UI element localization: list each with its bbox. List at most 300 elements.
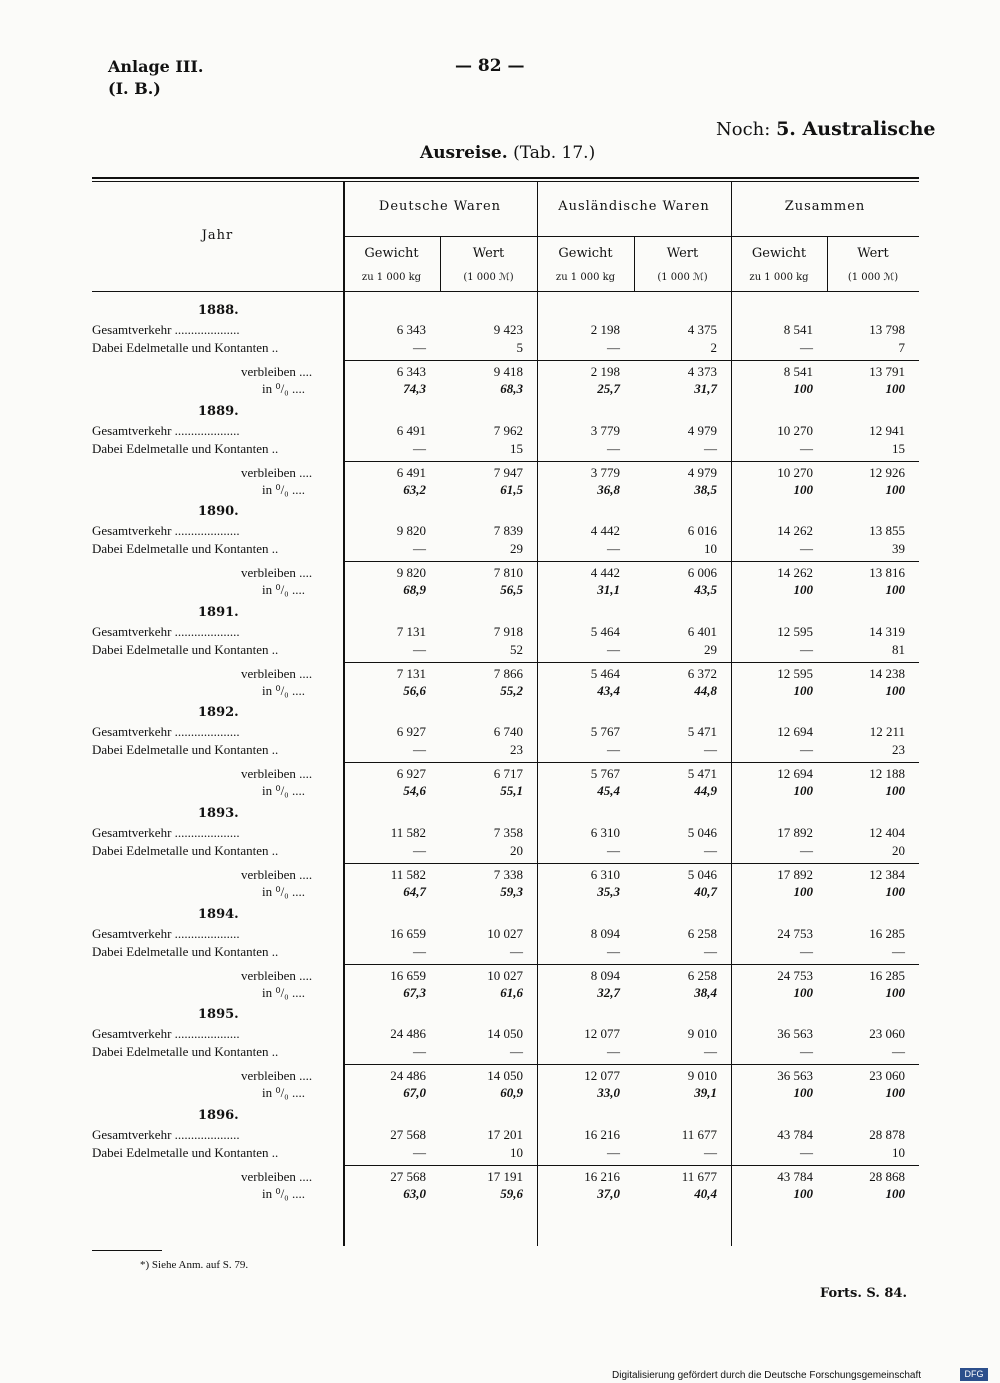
subtitle-bold: Ausreise. <box>420 143 508 163</box>
table-cell: 20 <box>510 843 523 858</box>
group-header-total: Zusammen <box>784 199 866 214</box>
value-subheader: Wert <box>472 246 505 261</box>
row-remaining-label: verbleiben .... <box>241 565 313 580</box>
table-cell: 100 <box>793 1186 813 1201</box>
row-remaining-label: verbleiben .... <box>241 666 313 681</box>
table-top-rule-thin <box>92 181 919 182</box>
table-cell: 16 659 <box>390 926 426 941</box>
table-cell: 14 319 <box>869 624 905 639</box>
table-cell: — <box>413 742 426 757</box>
table-cell: 7 338 <box>493 867 523 882</box>
table-cell: 8 094 <box>590 926 620 941</box>
table-cell: 12 595 <box>777 666 813 681</box>
table-cell: 17 892 <box>777 867 813 882</box>
weight-unit: zu 1 000 kg <box>361 272 422 283</box>
table-cell: 6 310 <box>590 825 620 840</box>
row-remaining-label: verbleiben .... <box>241 867 313 882</box>
table-cell: 23 <box>510 742 523 757</box>
subcolumn-rule <box>440 236 441 291</box>
table-cell: 55,1 <box>500 783 523 798</box>
table-cell: 68,3 <box>500 381 523 396</box>
table-cell: 31,7 <box>694 381 717 396</box>
year-label: 1888. <box>198 303 239 318</box>
table-cell: 100 <box>793 783 813 798</box>
value-unit: (1 000 ℳ) <box>847 272 899 283</box>
table-cell: 12 077 <box>584 1068 620 1083</box>
table-cell: 31,1 <box>597 582 620 597</box>
table-cell: 24 753 <box>777 968 813 983</box>
table-cell: 6 491 <box>396 423 426 438</box>
table-cell: 12 926 <box>869 465 905 480</box>
table-cell: 16 285 <box>869 926 905 941</box>
table-cell: 100 <box>793 381 813 396</box>
table-cell: 13 855 <box>869 523 905 538</box>
table-cell: — <box>704 843 717 858</box>
table-cell: 27 568 <box>390 1127 426 1142</box>
table-cell: 10 027 <box>487 968 523 983</box>
table-cell: 4 373 <box>687 364 717 379</box>
row-total-label: Gesamtverkehr .................... <box>92 926 240 941</box>
table-cell: 5 767 <box>590 766 620 781</box>
table-cell: 6 343 <box>396 322 426 337</box>
table-cell: 100 <box>793 683 813 698</box>
table-cell: 16 285 <box>869 968 905 983</box>
subtotal-rule <box>343 964 919 965</box>
row-precious-metals-label: Dabei Edelmetalle und Kontanten .. <box>92 340 279 355</box>
footnote: *) Siehe Anm. auf S. 79. <box>140 1259 249 1271</box>
continuation-note: Forts. S. 84. <box>820 1286 908 1301</box>
weight-subheader: Gewicht <box>364 246 419 261</box>
table-cell: — <box>510 944 523 959</box>
table-cell: 61,6 <box>500 985 523 1000</box>
group-header-foreign: Ausländische Waren <box>558 199 710 214</box>
row-precious-metals-label: Dabei Edelmetalle und Kontanten .. <box>92 642 279 657</box>
row-percent-label: in ⁰/₀ .... <box>262 381 305 396</box>
table-cell: — <box>800 642 813 657</box>
table-cell: 2 <box>710 340 717 355</box>
table-cell: 6 310 <box>590 867 620 882</box>
table-cell: — <box>607 944 620 959</box>
table-cell: 4 979 <box>687 465 717 480</box>
table-cell: 4 375 <box>687 322 717 337</box>
table-cell: 24 753 <box>777 926 813 941</box>
row-remaining-label: verbleiben .... <box>241 465 313 480</box>
table-cell: 100 <box>793 582 813 597</box>
table-cell: 40,4 <box>694 1186 717 1201</box>
table-cell: 43,4 <box>597 683 620 698</box>
table-cell: 100 <box>793 985 813 1000</box>
table-cell: 67,0 <box>403 1085 426 1100</box>
table-cell: 60,9 <box>500 1085 523 1100</box>
table-cell: — <box>607 642 620 657</box>
table-cell: 6 717 <box>493 766 523 781</box>
table-cell: 13 791 <box>869 364 905 379</box>
table-cell: 17 191 <box>487 1169 523 1184</box>
table-cell: 6 927 <box>396 724 426 739</box>
table-cell: 10 027 <box>487 926 523 941</box>
table-cell: 52 <box>510 642 523 657</box>
table-cell: 5 471 <box>687 766 717 781</box>
subtotal-rule <box>343 863 919 864</box>
table-cell: — <box>800 843 813 858</box>
table-cell: 12 188 <box>869 766 905 781</box>
row-remaining-label: verbleiben .... <box>241 364 313 379</box>
table-cell: 25,7 <box>597 381 620 396</box>
table-cell: 14 050 <box>487 1068 523 1083</box>
table-cell: — <box>800 541 813 556</box>
row-precious-metals-label: Dabei Edelmetalle und Kontanten .. <box>92 1145 279 1160</box>
table-cell: 59,6 <box>500 1186 523 1201</box>
subtotal-rule <box>343 360 919 361</box>
table-cell: — <box>413 944 426 959</box>
year-header: Jahr <box>201 228 234 243</box>
table-cell: 5 471 <box>687 724 717 739</box>
table-cell: 56,5 <box>500 582 523 597</box>
table-cell: 2 198 <box>590 364 620 379</box>
row-percent-label: in ⁰/₀ .... <box>262 582 305 597</box>
table-cell: 11 677 <box>681 1127 717 1142</box>
table-cell: — <box>607 441 620 456</box>
table-cell: 7 918 <box>493 624 523 639</box>
table-cell: — <box>704 1044 717 1059</box>
table-cell: — <box>704 742 717 757</box>
table-cell: 43 784 <box>777 1127 813 1142</box>
table-cell: — <box>510 1044 523 1059</box>
table-cell: 14 238 <box>869 666 905 681</box>
table-cell: 23 <box>892 742 905 757</box>
table-cell: — <box>413 642 426 657</box>
row-total-label: Gesamtverkehr .................... <box>92 1127 240 1142</box>
table-cell: 12 404 <box>869 825 905 840</box>
table-cell: — <box>800 441 813 456</box>
table-cell: 10 <box>510 1145 523 1160</box>
row-total-label: Gesamtverkehr .................... <box>92 423 240 438</box>
weight-unit: zu 1 000 kg <box>749 272 809 283</box>
table-cell: 6 006 <box>687 565 717 580</box>
table-cell: — <box>607 1145 620 1160</box>
section-name: 5. Australische <box>776 118 936 140</box>
row-precious-metals-label: Dabei Edelmetalle und Kontanten .. <box>92 944 279 959</box>
table-cell: — <box>607 541 620 556</box>
table-cell: 7 <box>898 340 905 355</box>
table-cell: 11 582 <box>390 867 426 882</box>
table-cell: — <box>413 1145 426 1160</box>
table-cell: 6 016 <box>687 523 717 538</box>
table-cell: 10 270 <box>777 423 813 438</box>
row-percent-label: in ⁰/₀ .... <box>262 884 305 899</box>
table-cell: 16 216 <box>584 1127 620 1142</box>
row-remaining-label: verbleiben .... <box>241 1169 313 1184</box>
row-percent-label: in ⁰/₀ .... <box>262 1186 305 1201</box>
table-cell: 5 046 <box>687 825 717 840</box>
table-cell: 4 979 <box>687 423 717 438</box>
table-cell: — <box>413 441 426 456</box>
table-cell: 9 423 <box>493 322 523 337</box>
table-cell: 38,4 <box>694 985 717 1000</box>
table-cell: 3 779 <box>590 423 620 438</box>
row-percent-label: in ⁰/₀ .... <box>262 985 305 1000</box>
table-cell: 12 077 <box>584 1026 620 1041</box>
table-cell: 15 <box>510 441 523 456</box>
table-cell: 100 <box>885 683 905 698</box>
year-label: 1896. <box>198 1108 239 1123</box>
table-cell: 36,8 <box>597 482 620 497</box>
year-label: 1894. <box>198 907 239 922</box>
row-total-label: Gesamtverkehr .................... <box>92 724 240 739</box>
annex-line1: Anlage III. <box>108 57 204 76</box>
table-cell: 8 094 <box>590 968 620 983</box>
table-cell: 23 060 <box>869 1026 905 1041</box>
funding-credit: Digitalisierung gefördert durch die Deutsche Forschungsgemeinschaft <box>612 1370 922 1381</box>
row-precious-metals-label: Dabei Edelmetalle und Kontanten .. <box>92 742 279 757</box>
table-cell: — <box>800 944 813 959</box>
row-percent-label: in ⁰/₀ .... <box>262 482 305 497</box>
table-cell: — <box>607 340 620 355</box>
table-cell: 3 779 <box>590 465 620 480</box>
table-cell: 100 <box>885 783 905 798</box>
table-cell: 12 595 <box>777 624 813 639</box>
table-cell: 100 <box>885 582 905 597</box>
table-cell: 100 <box>885 381 905 396</box>
table-cell: 6 258 <box>687 926 717 941</box>
group-header-german: Deutsche Waren <box>378 199 502 214</box>
table-cell: — <box>413 541 426 556</box>
table-cell: 9 820 <box>396 565 426 580</box>
year-label: 1890. <box>198 504 239 519</box>
table-cell: 64,7 <box>403 884 426 899</box>
table-cell: 24 486 <box>390 1068 426 1083</box>
section-prefix: Noch: <box>716 119 771 140</box>
table-cell: 38,5 <box>694 482 717 497</box>
table-cell: 9 418 <box>493 364 523 379</box>
table-cell: 36 563 <box>777 1026 813 1041</box>
table-cell: 8 541 <box>783 322 813 337</box>
value-unit: (1 000 ℳ) <box>463 272 514 283</box>
table-cell: 44,8 <box>694 683 717 698</box>
row-precious-metals-label: Dabei Edelmetalle und Kontanten .. <box>92 441 279 456</box>
table-cell: 14 050 <box>487 1026 523 1041</box>
table-cell: 61,5 <box>500 482 523 497</box>
table-cell: 4 442 <box>590 523 620 538</box>
table-cell: 9 010 <box>687 1068 717 1083</box>
table-cell: 74,3 <box>403 381 426 396</box>
subtotal-rule <box>343 662 919 663</box>
subtotal-rule <box>343 1165 919 1166</box>
table-cell: 12 694 <box>777 724 813 739</box>
year-label: 1893. <box>198 806 239 821</box>
subcolumn-rule <box>634 236 635 291</box>
table-cell: — <box>607 843 620 858</box>
table-cell: 63,2 <box>403 482 426 497</box>
subtotal-rule <box>343 1064 919 1065</box>
table-cell: 39 <box>892 541 905 556</box>
table-cell: 45,4 <box>597 783 620 798</box>
table-cell: 17 892 <box>777 825 813 840</box>
table-cell: — <box>413 1044 426 1059</box>
table-top-rule <box>92 177 919 179</box>
row-remaining-label: verbleiben .... <box>241 766 313 781</box>
row-percent-label: in ⁰/₀ .... <box>262 683 305 698</box>
table-cell: — <box>704 1145 717 1160</box>
table-cell: 16 216 <box>584 1169 620 1184</box>
table-cell: 5 464 <box>590 666 620 681</box>
year-label: 1889. <box>198 404 239 419</box>
table-cell: 59,3 <box>500 884 523 899</box>
table-cell: 27 568 <box>390 1169 426 1184</box>
table-cell: — <box>607 742 620 757</box>
table-cell: — <box>892 944 905 959</box>
value-subheader: Wert <box>666 246 699 261</box>
table-cell: 8 541 <box>783 364 813 379</box>
table-cell: 15 <box>892 441 905 456</box>
table-cell: 13 816 <box>869 565 905 580</box>
year-label: 1895. <box>198 1007 239 1022</box>
table-cell: 11 582 <box>390 825 426 840</box>
table-cell: — <box>704 944 717 959</box>
table-cell: 7 131 <box>396 624 426 639</box>
table-cell: 33,0 <box>597 1085 620 1100</box>
row-remaining-label: verbleiben .... <box>241 1068 313 1083</box>
annex-line2: (I. B.) <box>108 79 161 98</box>
table-cell: 24 486 <box>390 1026 426 1041</box>
table-cell: 7 962 <box>493 423 523 438</box>
table-cell: 14 262 <box>777 523 813 538</box>
table-cell: 6 740 <box>493 724 523 739</box>
table-cell: 6 927 <box>396 766 426 781</box>
subtotal-rule <box>343 762 919 763</box>
table-cell: 11 677 <box>681 1169 717 1184</box>
table-cell: 63,0 <box>403 1186 426 1201</box>
subcolumn-rule <box>827 236 828 291</box>
table-cell: 6 491 <box>396 465 426 480</box>
table-cell: — <box>800 1145 813 1160</box>
table-cell: — <box>800 1044 813 1059</box>
table-cell: 43,5 <box>694 582 717 597</box>
table-cell: 14 262 <box>777 565 813 580</box>
table-cell: 29 <box>704 642 717 657</box>
table-cell: 39,1 <box>694 1085 717 1100</box>
table-cell: 32,7 <box>597 985 620 1000</box>
row-total-label: Gesamtverkehr .................... <box>92 1026 240 1041</box>
table-cell: 9 820 <box>396 523 426 538</box>
weight-unit: zu 1 000 kg <box>555 272 616 283</box>
table-cell: 7 839 <box>493 523 523 538</box>
table-cell: 10 270 <box>777 465 813 480</box>
table-cell: 2 198 <box>590 322 620 337</box>
table-cell: 12 941 <box>869 423 905 438</box>
row-precious-metals-label: Dabei Edelmetalle und Kontanten .. <box>92 541 279 556</box>
weight-subheader: Gewicht <box>751 246 807 261</box>
table-cell: 7 866 <box>493 666 523 681</box>
table-cell: 6 372 <box>687 666 717 681</box>
table-cell: 100 <box>793 884 813 899</box>
table-cell: 81 <box>892 642 905 657</box>
table-cell: — <box>892 1044 905 1059</box>
table-cell: 40,7 <box>694 884 717 899</box>
table-cell: 44,9 <box>694 783 717 798</box>
table-cell: — <box>413 843 426 858</box>
table-cell: 100 <box>885 1085 905 1100</box>
table-cell: 7 358 <box>493 825 523 840</box>
table-cell: 6 258 <box>687 968 717 983</box>
table-cell: 100 <box>885 482 905 497</box>
year-label: 1892. <box>198 705 239 720</box>
table-cell: 12 384 <box>869 867 905 882</box>
table-cell: 100 <box>885 985 905 1000</box>
table-cell: 29 <box>510 541 523 556</box>
page-number: — 82 — <box>455 56 525 76</box>
table-cell: 36 563 <box>777 1068 813 1083</box>
table-cell: 28 868 <box>869 1169 905 1184</box>
dfg-logo: DFG <box>960 1368 988 1381</box>
table-cell: 100 <box>793 1085 813 1100</box>
table-cell: — <box>800 340 813 355</box>
table-cell: 4 442 <box>590 565 620 580</box>
row-remaining-label: verbleiben .... <box>241 968 313 983</box>
header-bottom-rule <box>92 291 919 292</box>
table-cell: — <box>704 441 717 456</box>
table-cell: 16 659 <box>390 968 426 983</box>
table-cell: 7 947 <box>493 465 523 480</box>
table-cell: 5 <box>516 340 523 355</box>
table-cell: 37,0 <box>597 1186 620 1201</box>
table-cell: 23 060 <box>869 1068 905 1083</box>
table-cell: 10 <box>892 1145 905 1160</box>
footnote-rule <box>92 1250 162 1251</box>
table-subtitle <box>420 143 595 163</box>
table-cell: 54,6 <box>403 783 426 798</box>
table-cell: 5 046 <box>687 867 717 882</box>
year-label: 1891. <box>198 605 239 620</box>
row-total-label: Gesamtverkehr .................... <box>92 322 240 337</box>
row-precious-metals-label: Dabei Edelmetalle und Kontanten .. <box>92 1044 279 1059</box>
table-cell: 43 784 <box>777 1169 813 1184</box>
row-total-label: Gesamtverkehr .................... <box>92 523 240 538</box>
table-cell: 67,3 <box>403 985 426 1000</box>
table-cell: 100 <box>793 482 813 497</box>
table-cell: 10 <box>704 541 717 556</box>
group-divider <box>343 236 919 237</box>
row-precious-metals-label: Dabei Edelmetalle und Kontanten .. <box>92 843 279 858</box>
table-cell: 100 <box>885 884 905 899</box>
table-cell: 5 767 <box>590 724 620 739</box>
row-percent-label: in ⁰/₀ .... <box>262 1085 305 1100</box>
row-percent-label: in ⁰/₀ .... <box>262 783 305 798</box>
value-subheader: Wert <box>857 246 889 261</box>
table-cell: — <box>607 1044 620 1059</box>
table-cell: 100 <box>885 1186 905 1201</box>
value-unit: (1 000 ℳ) <box>657 272 708 283</box>
table-cell: 9 010 <box>687 1026 717 1041</box>
table-cell: 5 464 <box>590 624 620 639</box>
table-cell: 12 694 <box>777 766 813 781</box>
table-cell: 68,9 <box>403 582 426 597</box>
table-cell: 55,2 <box>500 683 523 698</box>
subtotal-rule <box>343 561 919 562</box>
table-cell: 6 401 <box>687 624 717 639</box>
table-cell: 7 131 <box>396 666 426 681</box>
row-total-label: Gesamtverkehr .................... <box>92 825 240 840</box>
table-cell: 12 211 <box>869 724 905 739</box>
subtotal-rule <box>343 461 919 462</box>
annex-label <box>108 56 203 100</box>
table-cell: 6 343 <box>396 364 426 379</box>
table-cell: 17 201 <box>487 1127 523 1142</box>
table-cell: 35,3 <box>597 884 620 899</box>
table-cell: 56,6 <box>403 683 426 698</box>
table-cell: 28 878 <box>869 1127 905 1142</box>
table-cell: 20 <box>892 843 905 858</box>
